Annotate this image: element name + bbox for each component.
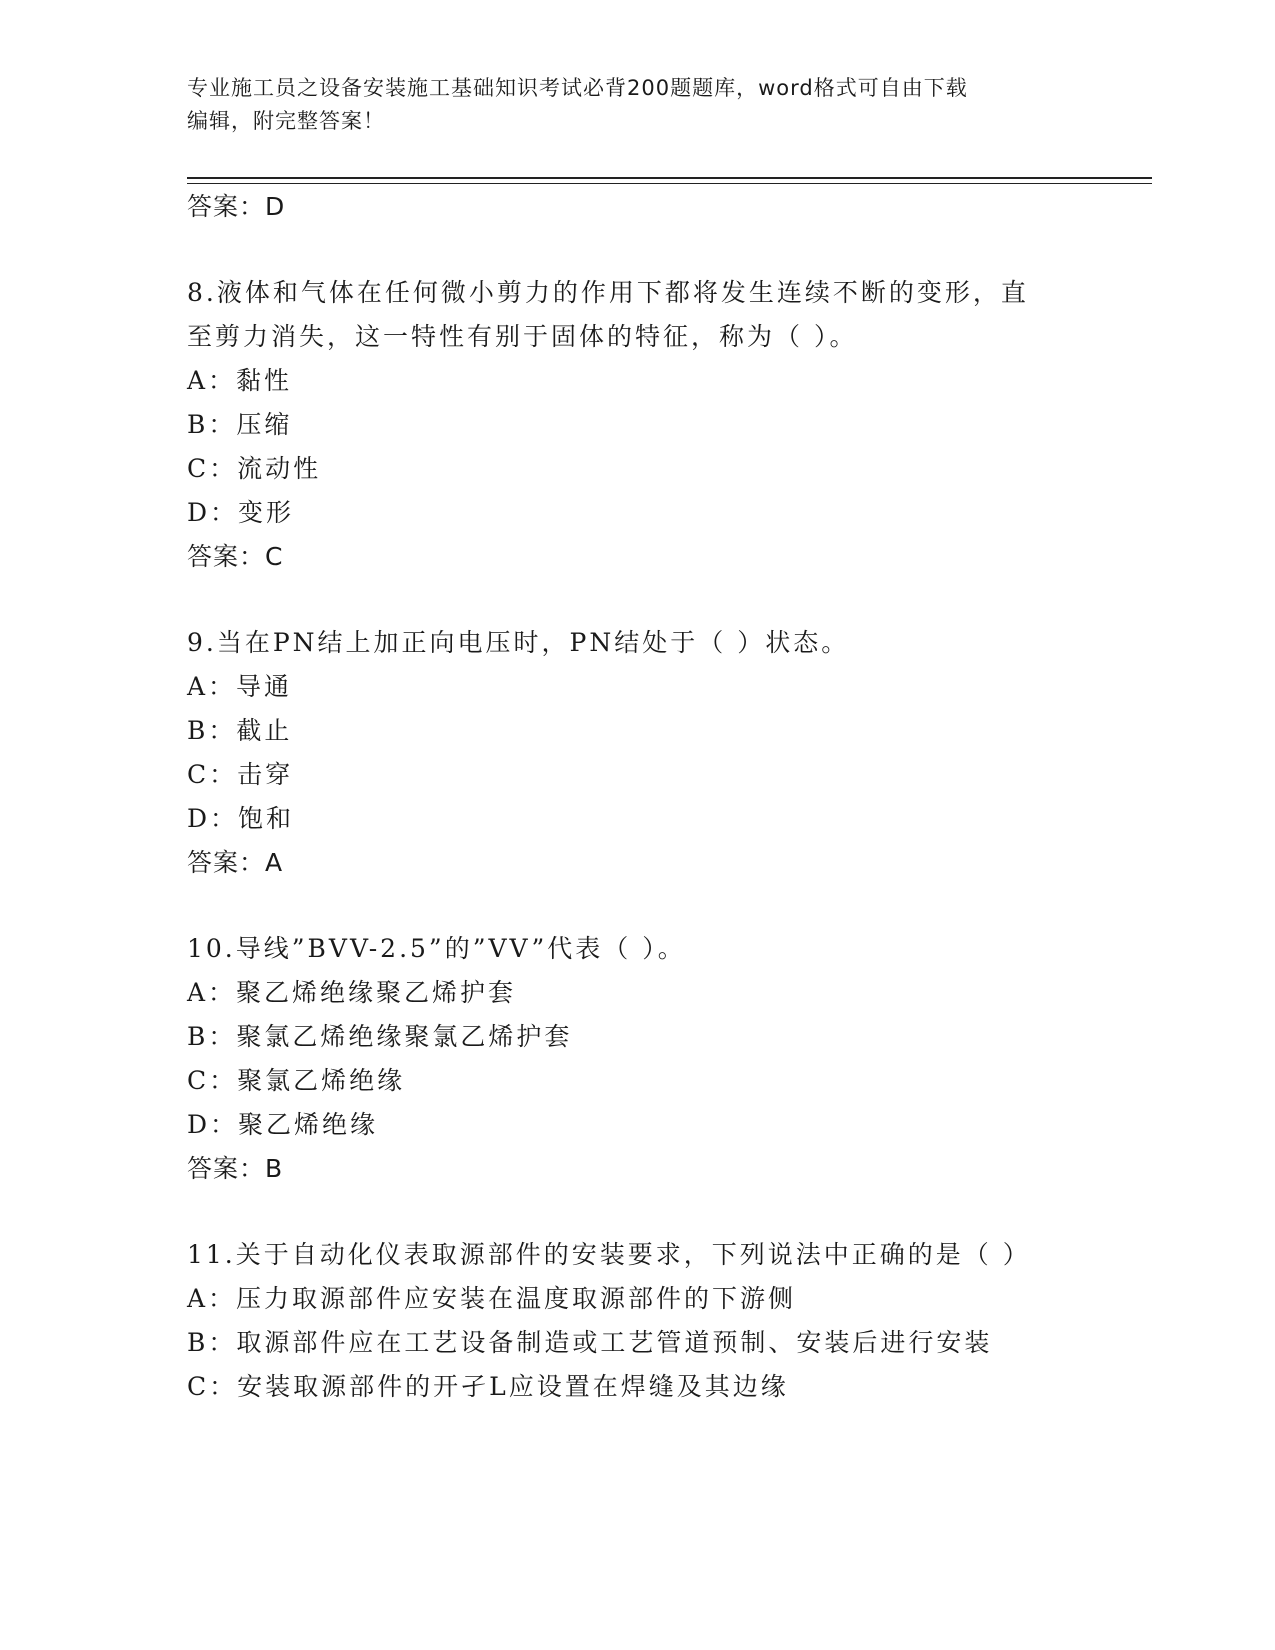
option-b: B：取源部件应在工艺设备制造或工艺管道预制、安装后进行安装 <box>187 1328 993 1357</box>
option-a: A：黏性 <box>187 366 293 395</box>
header-line-1: 专业施工员之设备安装施工基础知识考试必背200题题库，word格式可自由下载 <box>187 76 968 100</box>
option-b: B：压缩 <box>187 410 293 439</box>
option-b: B：截止 <box>187 716 293 745</box>
answer: 答案：B <box>187 1154 284 1183</box>
option-b: B：聚氯乙烯绝缘聚氯乙烯护套 <box>187 1022 573 1051</box>
answer: 答案：C <box>187 542 284 571</box>
header-divider <box>187 177 1152 184</box>
question-stem-line: 至剪力消失，这一特性有别于固体的特征，称为（ ）。 <box>187 322 858 351</box>
option-a: A：导通 <box>187 672 293 701</box>
answer: 答案：A <box>187 848 284 877</box>
option-a: A：压力取源部件应安装在温度取源部件的下游侧 <box>187 1284 797 1313</box>
question-stem-line: 8.液体和气体在任何微小剪力的作用下都将发生连续不断的变形，直 <box>187 278 1029 307</box>
header-line-2: 编辑，附完整答案！ <box>187 109 385 133</box>
option-c: C：击穿 <box>187 760 294 789</box>
question-stem-line: 11.关于自动化仪表取源部件的安装要求，下列说法中正确的是（ ） <box>187 1240 1031 1269</box>
option-d: D：聚乙烯绝缘 <box>187 1110 379 1139</box>
option-c: C：聚氯乙烯绝缘 <box>187 1066 406 1095</box>
option-d: D：饱和 <box>187 804 295 833</box>
header-text <box>187 72 1087 138</box>
option-c: C：安装取源部件的开孑L应设置在焊缝及其边缘 <box>187 1372 789 1401</box>
question-stem-line: 10.导线”BVV-2.5”的”VV”代表（ ）。 <box>187 934 686 963</box>
question-stem-line: 9.当在PN结上加正向电压时，PN结处于（ ）状态。 <box>187 628 850 657</box>
answer-q7: 答案：D <box>187 192 286 221</box>
option-c: C：流动性 <box>187 454 322 483</box>
option-a: A：聚乙烯绝缘聚乙烯护套 <box>187 978 517 1007</box>
option-d: D：变形 <box>187 498 295 527</box>
